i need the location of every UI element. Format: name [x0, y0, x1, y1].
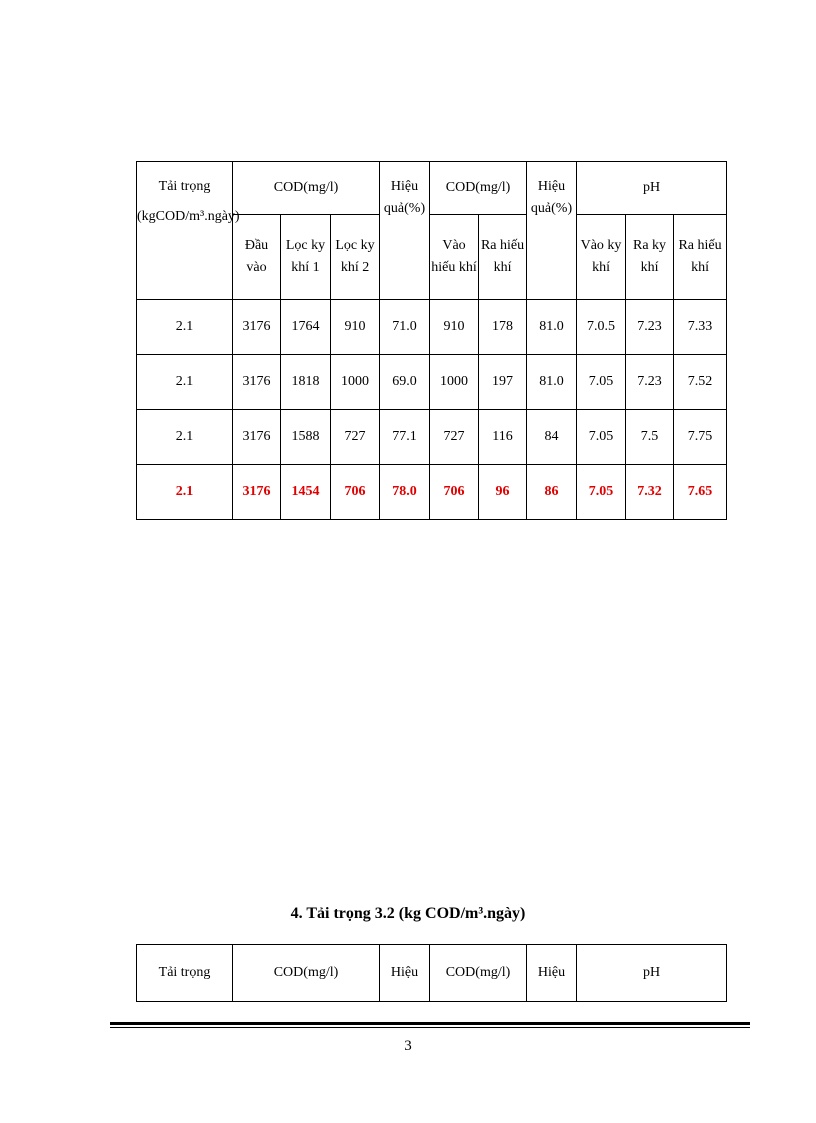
table-row	[137, 410, 727, 465]
subheader-cell: Ra hiếu khí	[674, 215, 727, 300]
table-cell: 7.05	[577, 410, 626, 465]
subheader-cell: Lọc ky khí 2	[331, 215, 380, 300]
footer-rule	[110, 1022, 750, 1025]
table-cell: 86	[527, 465, 577, 520]
table-cell: 71.0	[380, 300, 430, 355]
header-cod-1: COD(mg/l)	[233, 162, 380, 215]
header-row-top	[137, 162, 727, 215]
table-cell: 3176	[233, 410, 281, 465]
section-title: 4. Tải trọng 3.2 (kg COD/m³.ngày)	[290, 905, 526, 922]
table-cell: 81.0	[527, 300, 577, 355]
table-cell: 706	[430, 465, 479, 520]
table-cell: 1000	[430, 355, 479, 410]
table-cell: 96	[479, 465, 527, 520]
table-cell: 81.0	[527, 355, 577, 410]
table-cell: 7.05	[577, 465, 626, 520]
subheader-cell: Ra hiếu khí	[479, 215, 527, 300]
table-cell: 2.1	[137, 410, 233, 465]
table-cell: 3176	[233, 465, 281, 520]
table-cell: 69.0	[380, 355, 430, 410]
table-row-highlighted	[137, 465, 727, 520]
table-cell: 7.23	[626, 355, 674, 410]
table-cell: 3176	[233, 355, 281, 410]
table-cell: 7.0.5	[577, 300, 626, 355]
subheader-cell: Đầu vào	[233, 215, 281, 300]
table-cell: 84	[527, 410, 577, 465]
header-load: Tải trọng	[137, 945, 233, 1002]
table-cell: 7.5	[626, 410, 674, 465]
table-cell: 178	[479, 300, 527, 355]
table-cell: 78.0	[380, 465, 430, 520]
table-cell: 7.05	[577, 355, 626, 410]
table-cell: 2.1	[137, 300, 233, 355]
page-number: 3	[404, 1038, 412, 1054]
table-row	[137, 300, 727, 355]
table-cell: 2.1	[137, 355, 233, 410]
table-cell: 1454	[281, 465, 331, 520]
results-table-load-3-2	[136, 944, 727, 1002]
table-cell: 7.52	[674, 355, 727, 410]
table-cell: 1818	[281, 355, 331, 410]
header-efficiency-2: Hiệu quả(%)	[527, 162, 577, 300]
table-cell: 7.75	[674, 410, 727, 465]
header-efficiency-2: Hiệu	[527, 945, 577, 1002]
table-cell: 7.65	[674, 465, 727, 520]
header-cod-2: COD(mg/l)	[430, 162, 527, 215]
header-cod-2: COD(mg/l)	[430, 945, 527, 1002]
table-cell: 1764	[281, 300, 331, 355]
header-ph: pH	[577, 945, 727, 1002]
table-cell: 727	[430, 410, 479, 465]
header-efficiency-1: Hiệu	[380, 945, 430, 1002]
table-row	[137, 355, 727, 410]
table-cell: 2.1	[137, 465, 233, 520]
footer-rule-thin	[110, 1027, 750, 1028]
subheader-cell: Lọc ky khí 1	[281, 215, 331, 300]
subheader-cell: Ra ky khí	[626, 215, 674, 300]
table-cell: 7.32	[626, 465, 674, 520]
table-cell: 706	[331, 465, 380, 520]
subheader-cell: Vào ky khí	[577, 215, 626, 300]
subheader-cell: Vào hiếu khí	[430, 215, 479, 300]
table-cell: 910	[331, 300, 380, 355]
table-cell: 77.1	[380, 410, 430, 465]
table-cell: 727	[331, 410, 380, 465]
results-table-load-2-1	[136, 161, 727, 520]
table-cell: 1000	[331, 355, 380, 410]
header-cod-1: COD(mg/l)	[233, 945, 380, 1002]
table-cell: 116	[479, 410, 527, 465]
header-ph: pH	[577, 162, 727, 215]
table-cell: 197	[479, 355, 527, 410]
table-cell: 1588	[281, 410, 331, 465]
table-cell: 7.33	[674, 300, 727, 355]
header-efficiency-1: Hiệu quả(%)	[380, 162, 430, 300]
header-row-top	[137, 945, 727, 1002]
table-cell: 910	[430, 300, 479, 355]
table-cell: 7.23	[626, 300, 674, 355]
table-cell: 3176	[233, 300, 281, 355]
header-load: Tải trọng (kgCOD/m³.ngày)	[137, 162, 233, 300]
